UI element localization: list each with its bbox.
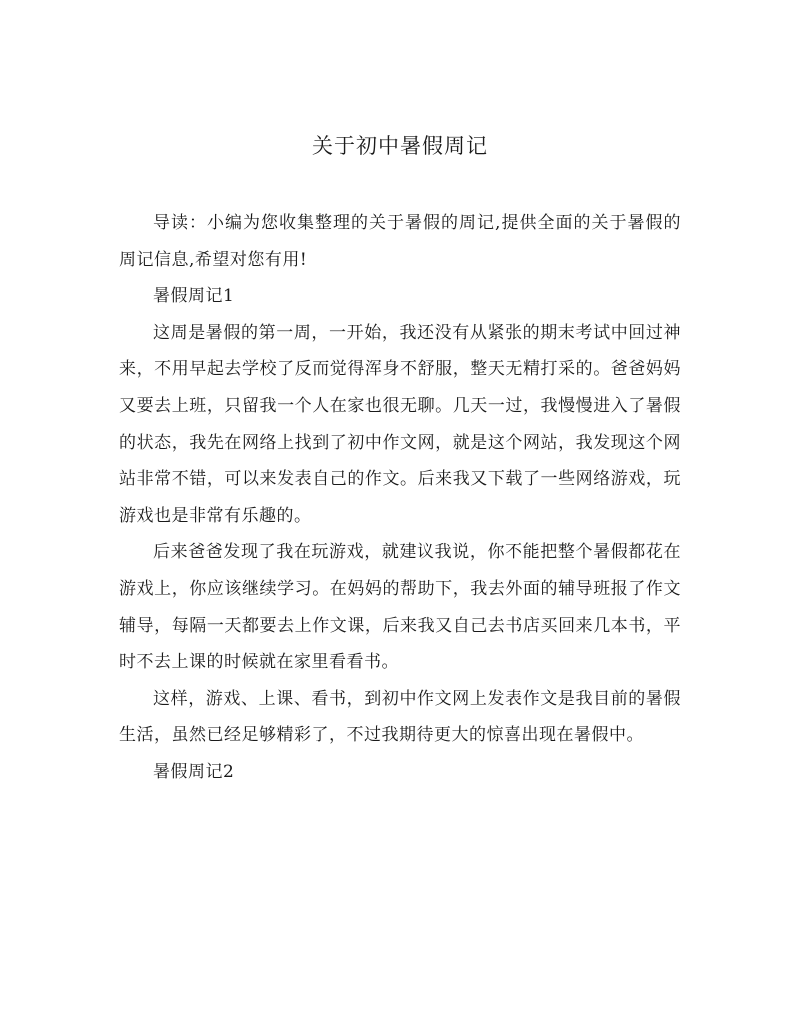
body-paragraph-1: 这周是暑假的第一周，一开始，我还没有从紧张的期末考试中回过神来，不用早起去学校了反而觉得浑身不舒服，整天无精打采的。爸爸妈妈又要去上班，只留我一个人在家也很无聊。几天一过，我慢慢进入了暑假的状态，我先在网络上找到了初中作文网，就是这个网站，我发现这个网站非常不错，可以来发表自己的作文。后来我又下载了一些网络游戏，玩游戏也是非常有乐趣的。 [119,322,681,526]
page-title: 关于初中暑假周记 [312,134,488,158]
document-body [119,205,681,791]
section-heading-1: 暑假周记1 [153,286,235,307]
body-paragraph-3: 这样，游戏、上课、看书，到初中作文网上发表作文是我目前的暑假生活，虽然已经足够精彩了，不过我期待更大的惊喜出现在暑假中。 [119,688,681,746]
intro-paragraph: 导读：小编为您收集整理的关于暑假的周记,提供全面的关于暑假的周记信息,希望对您有用! [119,213,681,270]
body-paragraph-2: 后来爸爸发现了我在玩游戏，就建议我说，你不能把整个暑假都花在游戏上，你应该继续学习。在妈妈的帮助下，我去外面的辅导班报了作文辅导，每隔一天都要去上作文课，后来我又自己去书店买回来几本书，平时不去上课的时候就在家里看看书。 [119,542,681,673]
section-heading-2: 暑假周记2 [153,761,235,782]
